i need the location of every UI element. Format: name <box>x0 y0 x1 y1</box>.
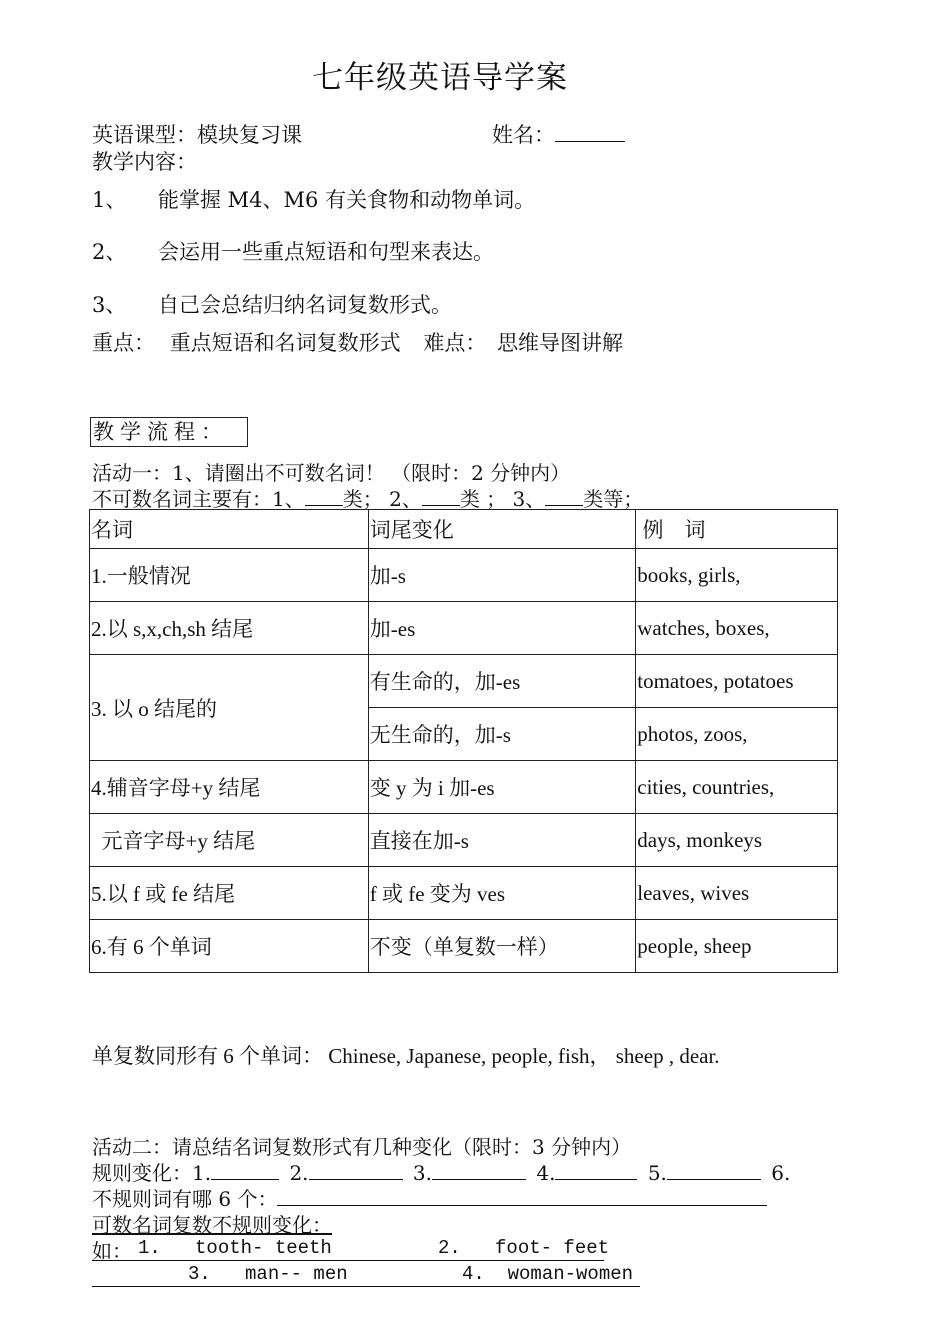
uncountable-seg-4: 类等； <box>583 487 644 511</box>
name-label: 姓名： <box>492 123 555 147</box>
example-1: 1. tooth- teeth <box>138 1237 332 1259</box>
objective-1-num: 1、 <box>92 188 127 212</box>
table-row <box>90 602 838 655</box>
difficulty-text: 思维导图讲解 <box>497 331 624 355</box>
rule-blank-5 <box>667 1163 761 1180</box>
example-line-2 <box>92 1261 640 1287</box>
objective-2-text: 会运用一些重点短语和句型来表达。 <box>158 240 494 264</box>
name-field <box>492 119 625 149</box>
example-3: 3. man-- men <box>188 1263 348 1285</box>
change-cell: 加-es <box>368 602 636 655</box>
noun-cell: 2.以 s,x,ch,sh 结尾 <box>90 602 369 655</box>
irregular-question <box>92 1183 767 1212</box>
table-row <box>90 655 838 708</box>
objective-1-text: 能掌握 M4、M6 有关食物和动物单词。 <box>158 188 536 212</box>
table-row <box>90 867 838 920</box>
focus-text: 重点短语和名词复数形式 <box>169 331 401 355</box>
example-cell: leaves, wives <box>636 867 838 920</box>
page-title: 七年级英语导学案 <box>312 60 568 96</box>
example-cell: books, girls, <box>636 549 838 602</box>
objective-2-num: 2、 <box>92 240 127 264</box>
example-2: 2. foot- feet <box>438 1237 610 1259</box>
example-cell: photos, zoos, <box>636 708 838 761</box>
noun-cell: 元音字母+y 结尾 <box>90 814 369 867</box>
change-cell: 直接在加-s <box>368 814 636 867</box>
uncountable-line <box>92 483 643 512</box>
header-change: 词尾变化 <box>368 510 636 549</box>
rules-label: 规则变化：1. <box>92 1161 212 1185</box>
noun-cell: 3. 以 o 结尾的 <box>90 655 369 761</box>
plural-rules-table <box>89 509 838 973</box>
same-form-note: 单复数同形有 6 个单词： Chinese, Japanese, people, fish， sheep , dear. <box>92 1044 720 1068</box>
uncountable-blank-2 <box>422 489 460 506</box>
uncountable-blank-1 <box>305 489 343 506</box>
rule-blank-2 <box>309 1163 403 1180</box>
noun-cell: 6.有 6 个单词 <box>90 920 369 973</box>
table-row <box>90 549 838 602</box>
change-cell: 无生命的，加-s <box>368 708 636 761</box>
irregular-blank <box>277 1189 767 1206</box>
rule-2-num: 2. <box>289 1161 309 1185</box>
irregular-heading: 可数名词复数不规则变化： <box>92 1213 332 1237</box>
noun-cell: 5.以 f 或 fe 结尾 <box>90 867 369 920</box>
rule-5-num: 5. <box>647 1161 667 1185</box>
uncountable-blank-3 <box>545 489 583 506</box>
course-type: 英语课型：模块复习课 <box>92 123 302 147</box>
example-cell: days, monkeys <box>636 814 838 867</box>
objective-3-num: 3、 <box>92 293 127 317</box>
activity2-instruction: 活动二：请总结名词复数形式有几种变化（限时：3 分钟内） <box>92 1135 632 1159</box>
example-cell: cities, countries, <box>636 761 838 814</box>
example-cell: watches, boxes, <box>636 602 838 655</box>
example-cell: tomatoes, potatoes <box>636 655 838 708</box>
table-row <box>90 920 838 973</box>
rule-blank-3 <box>432 1163 526 1180</box>
objective-3-text: 自己会总结归纳名词复数形式。 <box>158 293 452 317</box>
change-cell: 有生命的，加-es <box>368 655 636 708</box>
change-cell: 加-s <box>368 549 636 602</box>
table-header-row <box>90 510 838 549</box>
header-noun: 名词 <box>90 510 369 549</box>
header-example: 例 词 <box>636 510 838 549</box>
table-row <box>90 814 838 867</box>
difficulty-label: 难点： <box>423 331 487 355</box>
activity1-instruction: 活动一：1、请圈出不可数名词！ （限时：2 分钟内） <box>92 461 571 485</box>
rule-3-num: 3. <box>412 1161 432 1185</box>
rule-4-num: 4. <box>536 1161 556 1185</box>
example-cell: people, sheep <box>636 920 838 973</box>
rule-6-num: 6. <box>771 1161 791 1185</box>
content-label: 教学内容： <box>92 150 197 174</box>
irregular-label: 不规则词有哪 6 个： <box>92 1187 278 1211</box>
key-points <box>92 327 623 357</box>
change-cell: 不变（单复数一样） <box>368 920 636 973</box>
change-cell: 变 y 为 i 加-es <box>368 761 636 814</box>
uncountable-prefix: 不可数名词主要有：1、 <box>92 487 305 511</box>
regular-changes-line <box>92 1157 790 1186</box>
rule-blank-4 <box>555 1163 637 1180</box>
table-row <box>90 761 838 814</box>
name-blank <box>555 121 625 142</box>
noun-cell: 4.辅音字母+y 结尾 <box>90 761 369 814</box>
rule-blank-1 <box>211 1163 279 1180</box>
example-4: 4. woman-women <box>462 1263 634 1285</box>
change-cell: f 或 fe 变为 ves <box>368 867 636 920</box>
teaching-flow-heading: 教学流程： <box>90 417 248 447</box>
uncountable-seg-3: 类 ； 3、 <box>459 487 546 511</box>
example-line-1 <box>92 1235 610 1263</box>
uncountable-seg-2: 类； 2、 <box>342 487 422 511</box>
example-prefix: 如： <box>92 1239 132 1263</box>
noun-cell: 1.一般情况 <box>90 549 369 602</box>
focus-label: 重点： <box>92 331 155 355</box>
